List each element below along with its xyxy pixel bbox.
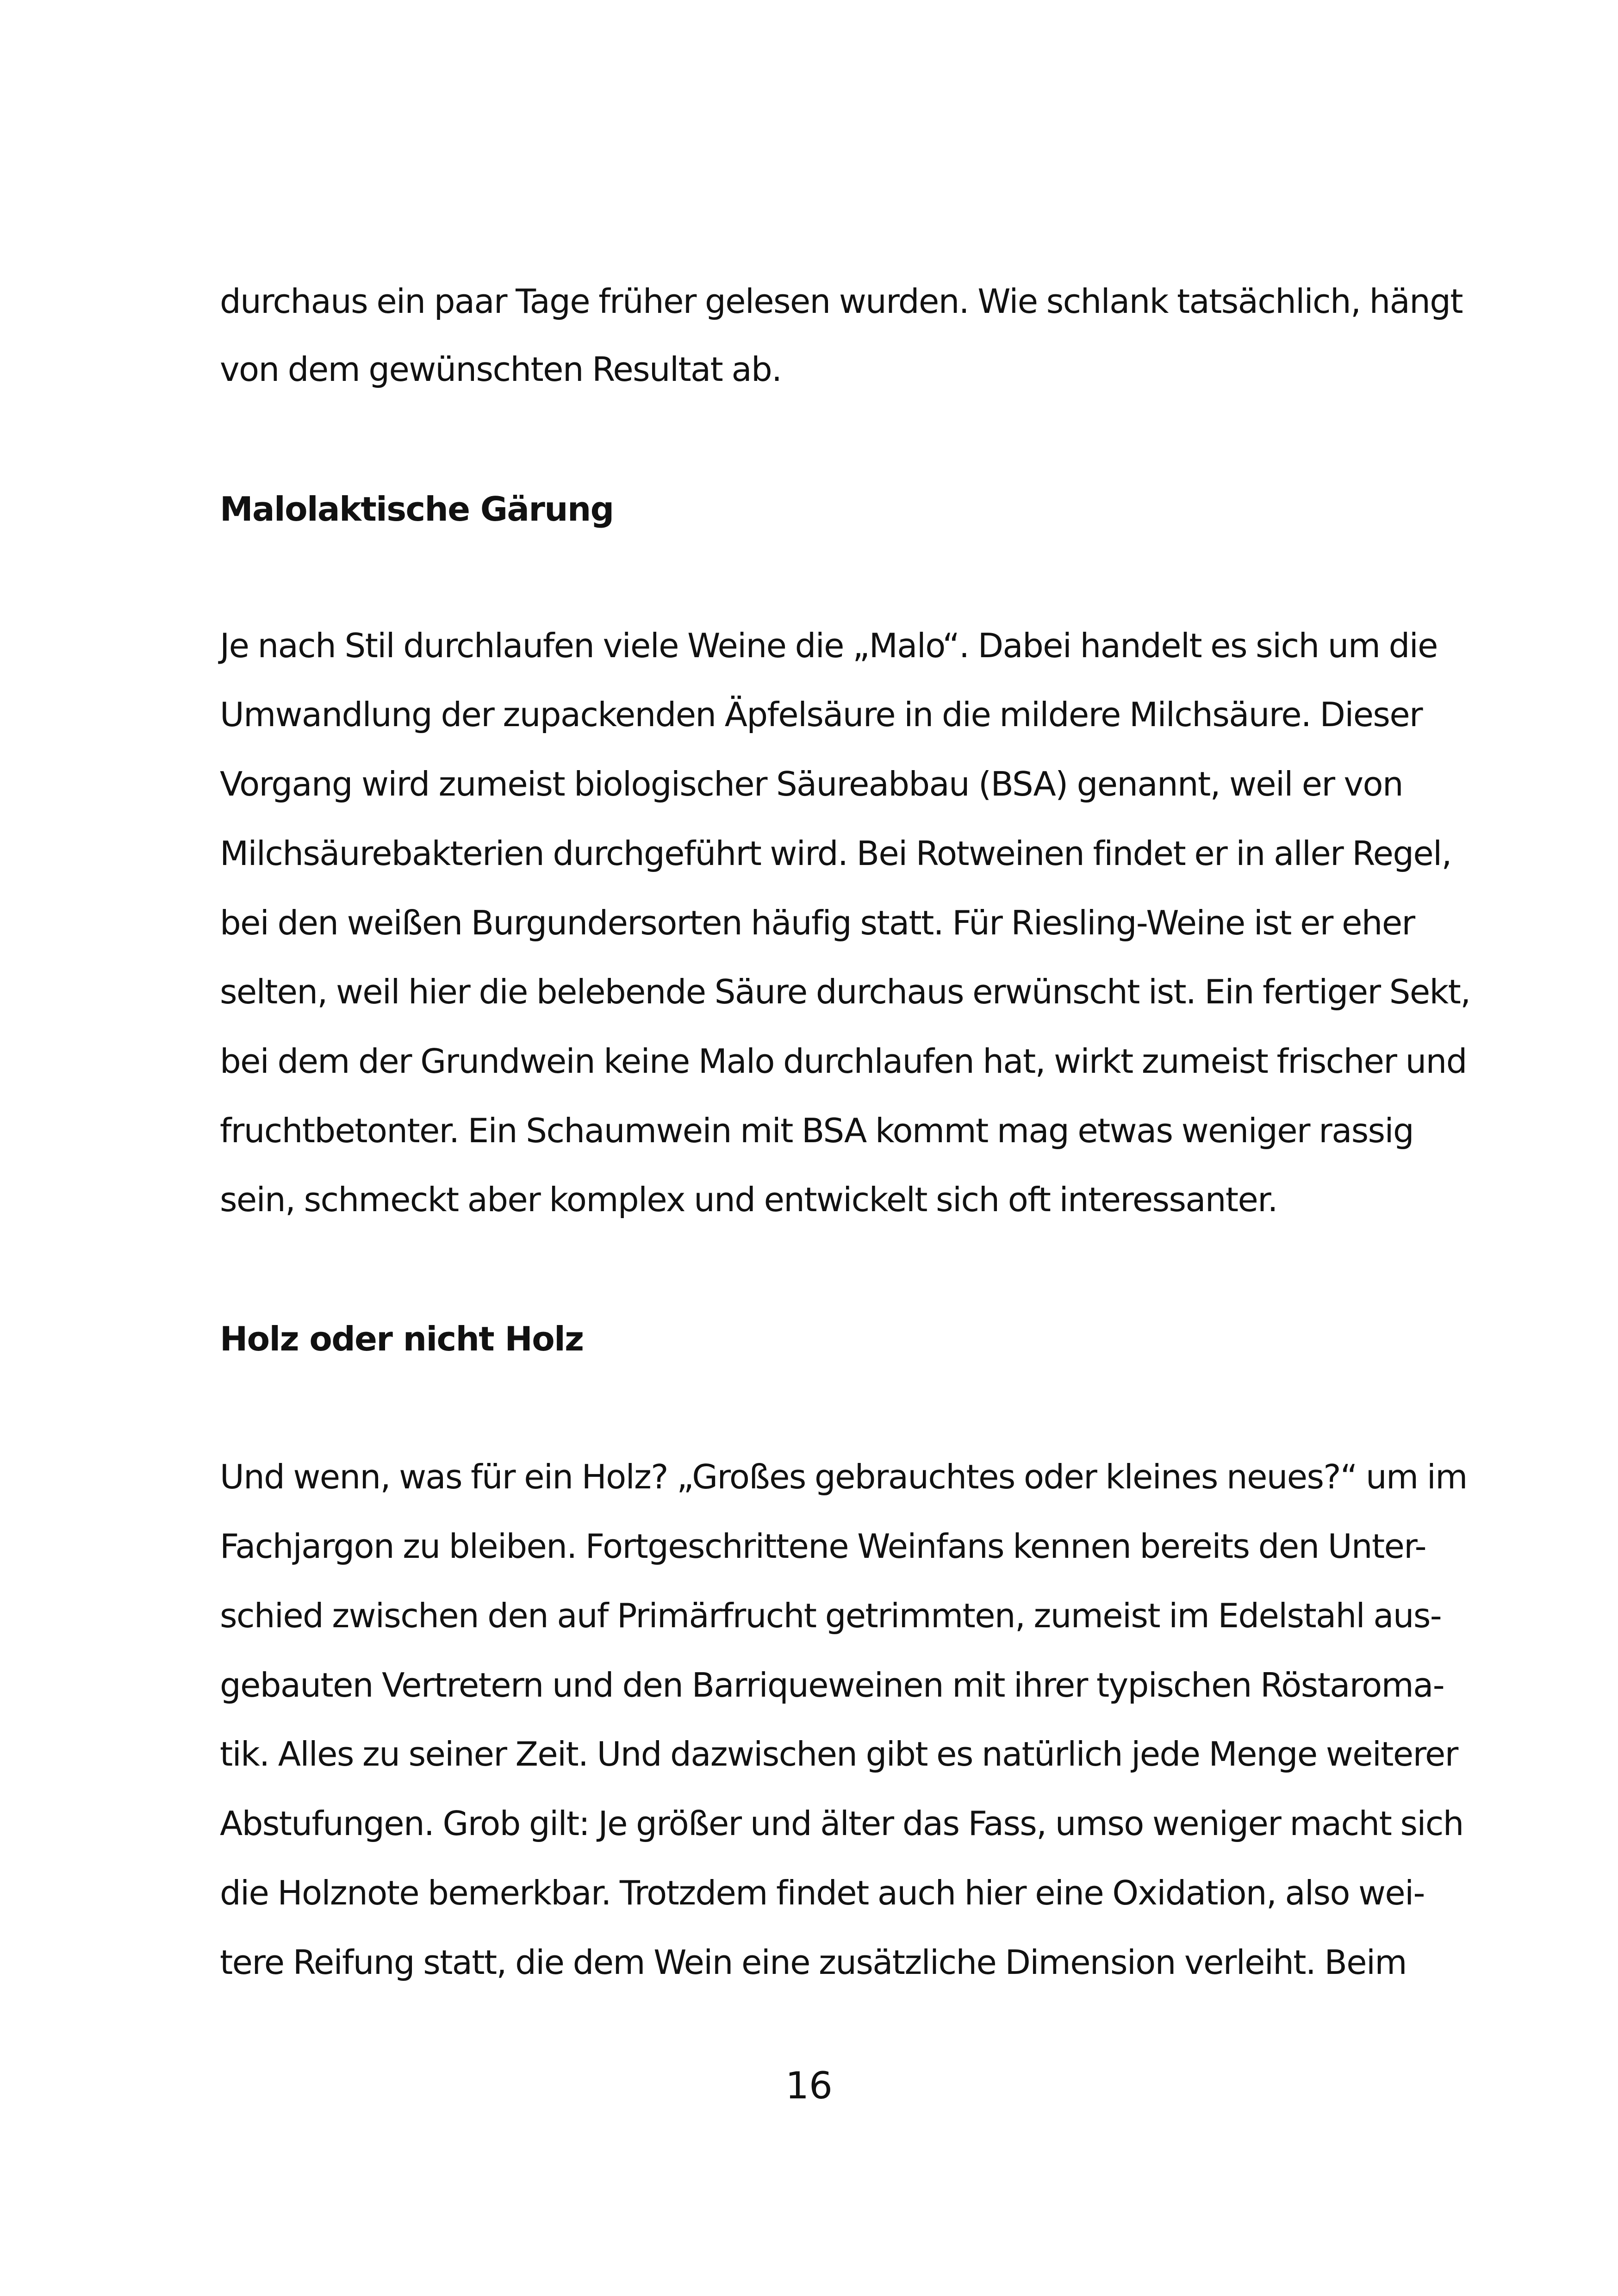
section-heading-malo: Malolaktische Gärung bbox=[220, 490, 614, 529]
body-text-line: Fachjargon zu bleiben. Fortgeschrittene Weinfans kennen bereits den Unter- bbox=[220, 1527, 1426, 1566]
body-text-line: Je nach Stil durchlaufen viele Weine die „Malo“. Dabei handelt es sich um die bbox=[220, 626, 1438, 665]
body-text-line: Milchsäurebakterien durchgeführt wird. Bei Rotweinen findet er in aller Regel, bbox=[220, 834, 1451, 873]
body-text-line: Umwandlung der zupackenden Äpfelsäure in die mildere Milchsäure. Dieser bbox=[220, 695, 1423, 734]
body-text-line: bei dem der Grundwein keine Malo durchlaufen hat, wirkt zumeist frischer und bbox=[220, 1042, 1467, 1081]
body-text-line: schied zwischen den auf Primärfrucht getrimmten, zumeist im Edelstahl aus- bbox=[220, 1596, 1442, 1635]
body-text-line: von dem gewünschten Resultat ab. bbox=[220, 350, 782, 389]
body-text-line: bei den weißen Burgundersorten häufig statt. Für Riesling-Weine ist er eher bbox=[220, 903, 1415, 942]
page-number: 16 bbox=[785, 2064, 833, 2107]
body-text-line: sein, schmeckt aber komplex und entwickelt sich oft interessanter. bbox=[220, 1180, 1277, 1219]
body-text-line: tere Reifung statt, die dem Wein eine zusätzliche Dimension verleiht. Beim bbox=[220, 1943, 1406, 1982]
body-text-line: Und wenn, was für ein Holz? „Großes gebrauchtes oder kleines neues?“ um im bbox=[220, 1457, 1467, 1496]
body-text-line: Vorgang wird zumeist biologischer Säureabbau (BSA) genannt, weil er von bbox=[220, 765, 1403, 803]
body-text-line: gebauten Vertretern und den Barriqueweinen mit ihrer typischen Röstaroma- bbox=[220, 1666, 1444, 1705]
section-heading-holz: Holz oder nicht Holz bbox=[220, 1319, 584, 1358]
body-text-line: selten, weil hier die belebende Säure durchaus erwünscht ist. Ein fertiger Sekt, bbox=[220, 972, 1470, 1011]
body-text-line: tik. Alles zu seiner Zeit. Und dazwischen gibt es natürlich jede Menge weiterer bbox=[220, 1735, 1458, 1773]
body-text-line: Abstufungen. Grob gilt: Je größer und älter das Fass, umso weniger macht sich bbox=[220, 1804, 1463, 1843]
body-text-line: durchaus ein paar Tage früher gelesen wurden. Wie schlank tatsächlich, hängt bbox=[220, 282, 1462, 321]
body-text-line: die Holznote bemerkbar. Trotzdem findet auch hier eine Oxidation, also wei- bbox=[220, 1873, 1425, 1912]
body-text-line: fruchtbetonter. Ein Schaumwein mit BSA kommt mag etwas weniger rassig bbox=[220, 1111, 1414, 1150]
